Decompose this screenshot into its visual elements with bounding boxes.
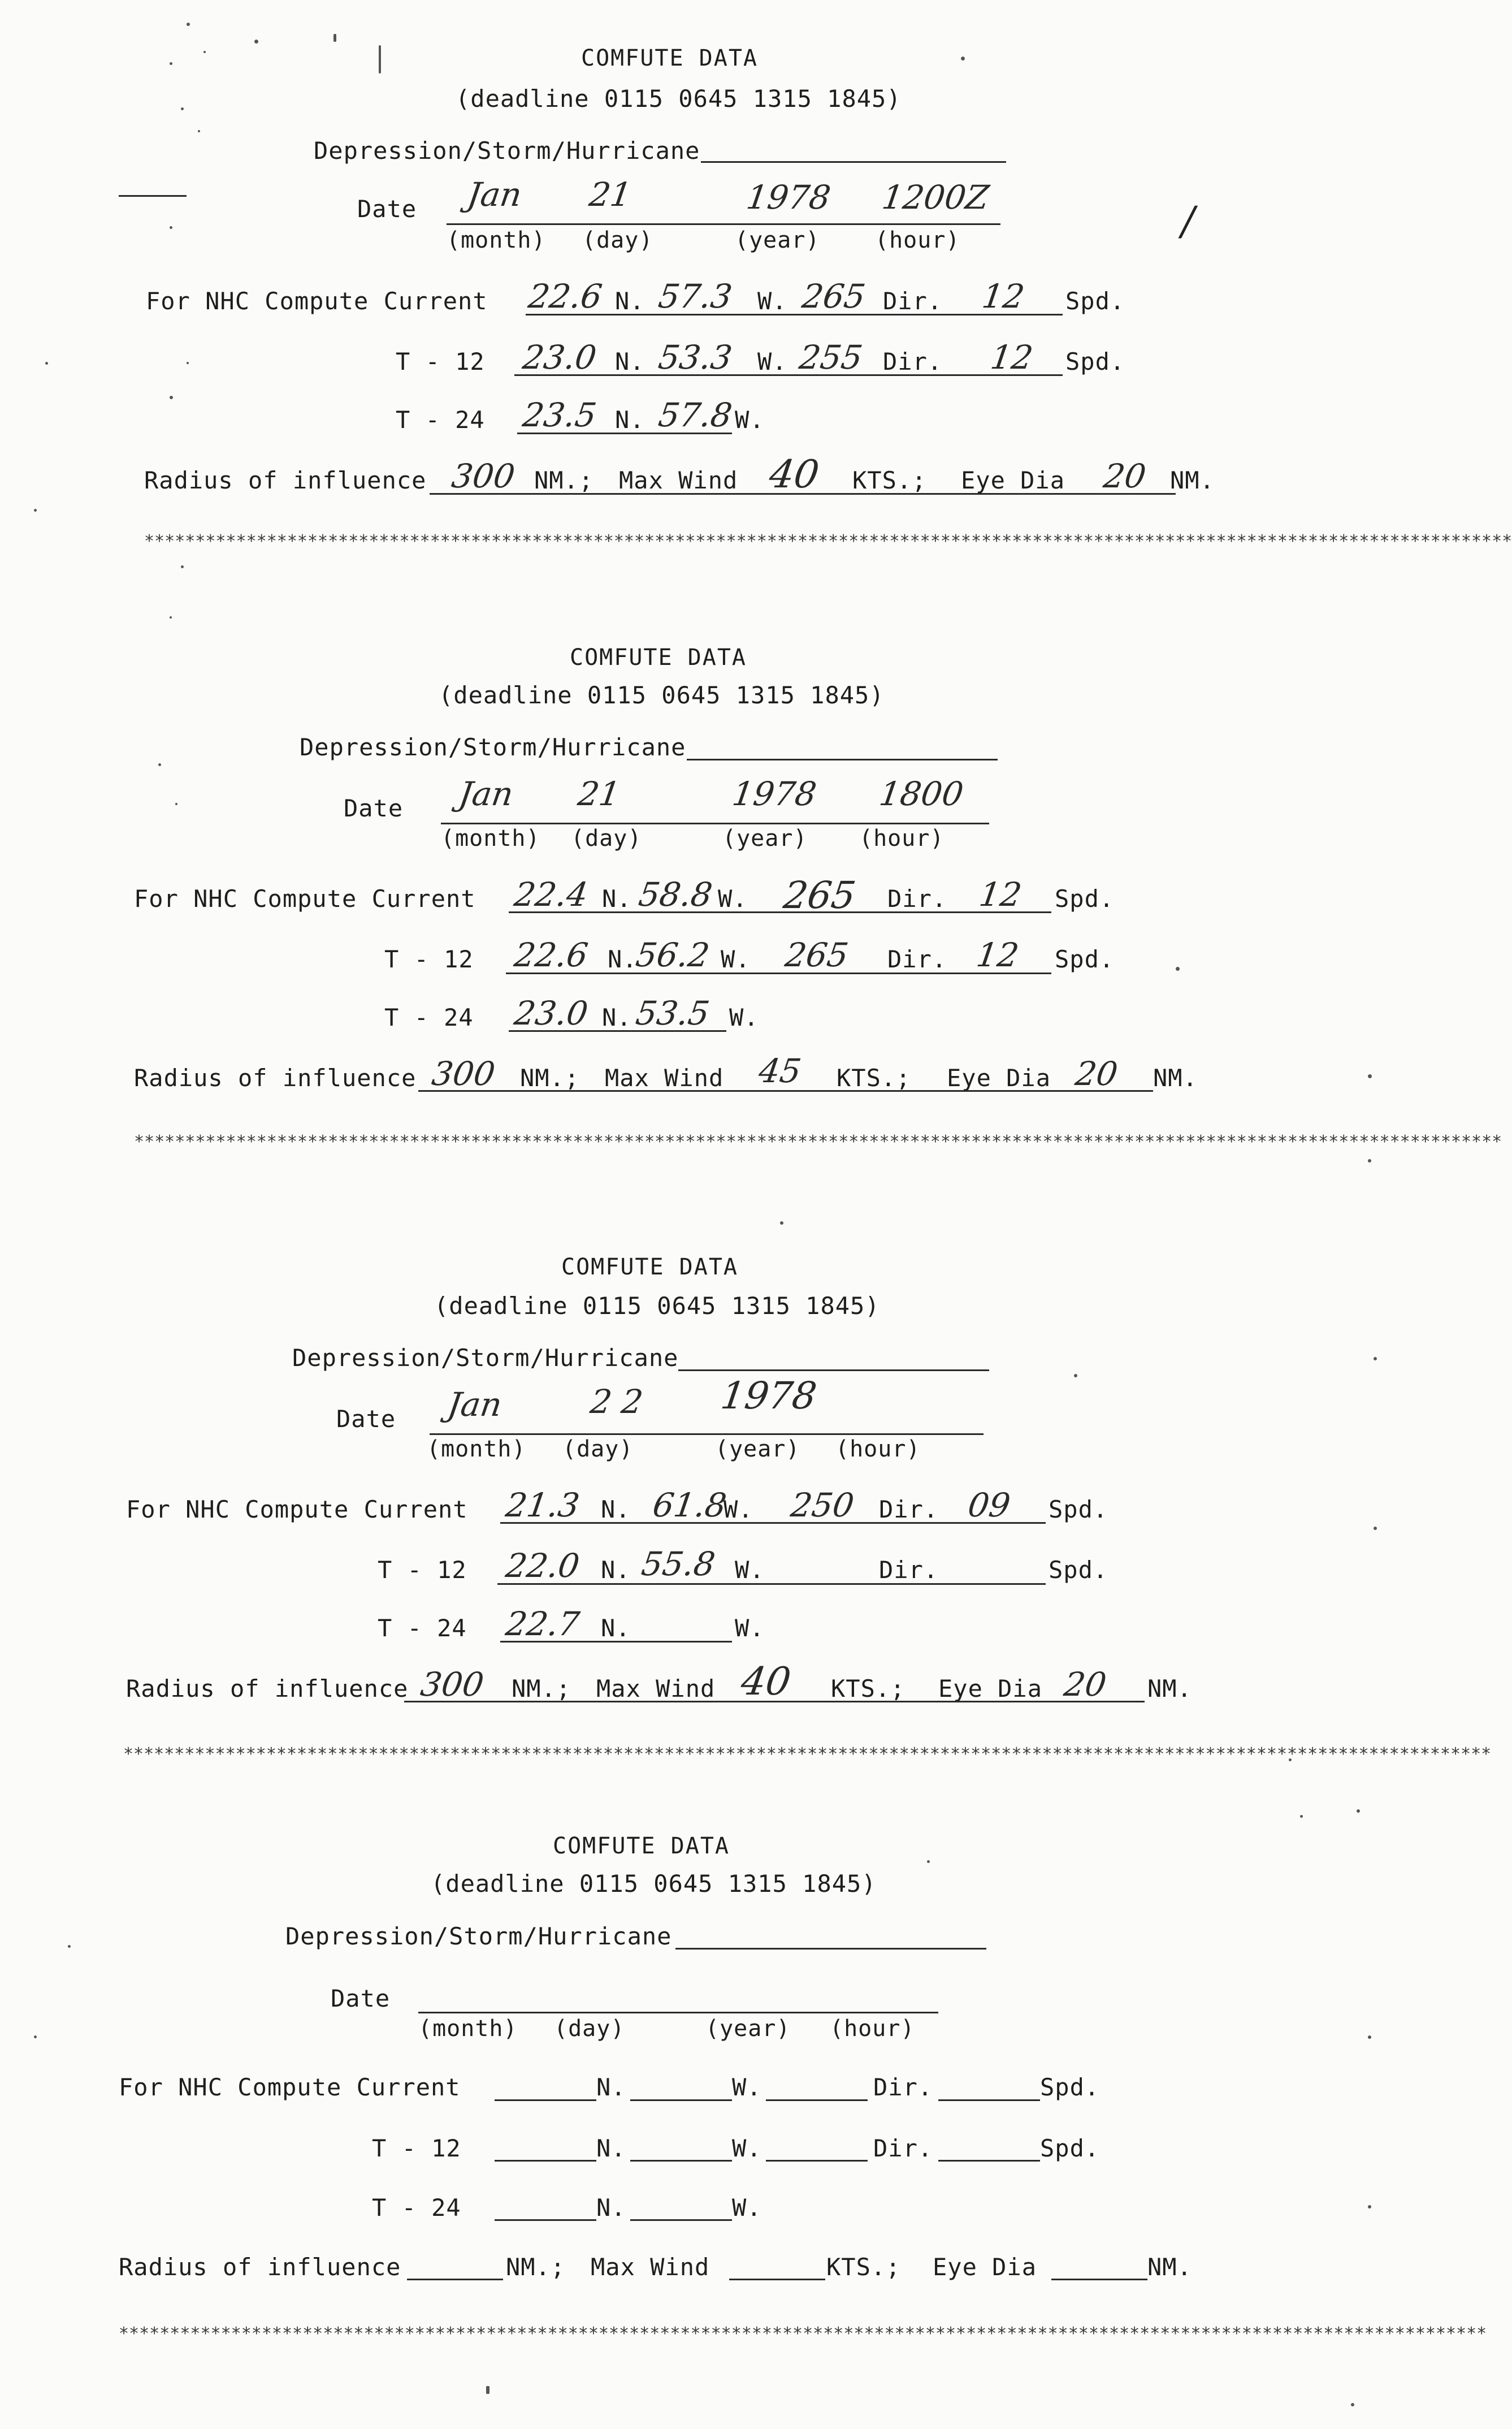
t24-field-line — [517, 433, 732, 434]
hour-caption: (hour) — [830, 2016, 915, 2042]
current-field-line — [500, 1522, 1046, 1524]
current-spd[interactable]: 12 — [980, 277, 1027, 315]
current-label: For NHC Compute Current — [126, 1496, 468, 1523]
kts-label: KTS.; — [837, 1064, 911, 1092]
current-lat[interactable]: 22.6 — [526, 277, 605, 315]
spd-label: Spd. — [1040, 2073, 1100, 2101]
current-lon[interactable]: 58.8 — [636, 875, 715, 914]
t12-lat-field[interactable] — [495, 2160, 596, 2162]
radius-label: Radius of influence — [126, 1675, 409, 1702]
t12-spd[interactable]: 12 — [974, 936, 1021, 974]
t24-lat[interactable]: 22.7 — [503, 1605, 582, 1643]
w-label: W. — [757, 348, 787, 375]
month-caption: (month) — [418, 2016, 518, 2042]
max-wind-label: Max Wind — [619, 466, 738, 494]
n-label: N. — [608, 945, 638, 973]
date-label: Date — [331, 1985, 391, 2012]
storm-type-label: Depression/Storm/Hurricane — [292, 1344, 679, 1372]
day-value[interactable]: 22 — [588, 1382, 656, 1421]
current-lat[interactable]: 21.3 — [503, 1486, 582, 1524]
month-value[interactable]: Jan — [465, 175, 525, 214]
date-field-line — [430, 1433, 984, 1435]
max-wind-field[interactable] — [729, 2279, 825, 2280]
n-label: N. — [602, 1004, 632, 1031]
n-label: N. — [596, 2073, 626, 2101]
t12-label: T - 12 — [384, 945, 474, 973]
radius-label: Radius of influence — [119, 2253, 401, 2281]
current-field-line — [526, 314, 1063, 315]
eye-dia-label: Eye Dia — [961, 466, 1065, 494]
date-label: Date — [344, 794, 404, 822]
margin-check-mark: / — [1181, 198, 1195, 244]
n-label: N. — [601, 1496, 631, 1523]
t12-field-line — [514, 374, 1063, 376]
storm-type-field[interactable] — [687, 759, 998, 760]
eye-dia-field[interactable] — [1051, 2279, 1147, 2280]
t12-field-line — [497, 1583, 1046, 1585]
form-title: COMFUTE DATA — [570, 645, 747, 671]
form-title: COMFUTE DATA — [581, 45, 758, 71]
hour-caption: (hour) — [859, 825, 945, 852]
t24-field-line — [500, 1641, 732, 1643]
t12-label: T - 12 — [378, 1556, 467, 1584]
day-value[interactable]: 21 — [575, 775, 623, 813]
form-title: COMFUTE DATA — [553, 1833, 730, 1859]
nm-label: NM.; — [520, 1064, 580, 1092]
t24-lat[interactable]: 23.5 — [520, 396, 599, 434]
n-label: N. — [615, 287, 645, 315]
eye-dia-value[interactable]: 20 — [1101, 457, 1149, 495]
month-value[interactable]: Jan — [456, 775, 516, 813]
storm-type-field[interactable] — [701, 161, 1006, 163]
t12-field-line — [506, 973, 1051, 974]
nm-label: NM. — [1170, 466, 1215, 494]
w-label: W. — [732, 2194, 762, 2221]
dir-label: Dir. — [879, 1556, 939, 1584]
year-caption: (year) — [705, 2016, 791, 2042]
w-label: W. — [732, 2134, 762, 2162]
storm-type-label: Depression/Storm/Hurricane — [300, 733, 686, 761]
w-label: W. — [729, 1004, 759, 1031]
radius-label: Radius of influence — [134, 1064, 417, 1092]
storm-type-label: Depression/Storm/Hurricane — [285, 1922, 672, 1950]
t12-dir[interactable]: 265 — [782, 936, 851, 974]
t24-label: T - 24 — [372, 2194, 461, 2221]
n-label: N. — [602, 885, 632, 913]
day-caption: (day) — [582, 227, 653, 253]
t12-dir-field[interactable] — [766, 2160, 868, 2162]
t12-label: T - 12 — [372, 2134, 461, 2162]
n-label: N. — [596, 2194, 626, 2221]
max-wind-value[interactable]: 45 — [756, 1052, 804, 1090]
spd-label: Spd. — [1055, 945, 1115, 973]
nm-label: NM. — [1147, 2253, 1192, 2281]
dir-label: Dir. — [873, 2073, 933, 2101]
month-caption: (month) — [427, 1436, 526, 1462]
t24-lon[interactable]: 53.5 — [633, 994, 712, 1032]
nm-label: NM.; — [506, 2253, 566, 2281]
dir-label: Dir. — [873, 2134, 933, 2162]
w-label: W. — [735, 1614, 765, 1642]
eye-dia-label: Eye Dia — [947, 1064, 1051, 1092]
year-caption: (year) — [715, 1436, 800, 1462]
date-field-line — [441, 823, 989, 824]
current-dir[interactable]: 265 — [781, 874, 859, 917]
current-lat-field[interactable] — [495, 2099, 596, 2101]
current-spd[interactable]: 12 — [977, 875, 1024, 914]
t24-lon[interactable]: 57.8 — [656, 396, 735, 434]
n-label: N. — [601, 1614, 631, 1642]
nm-label: NM.; — [512, 1675, 571, 1702]
t24-label: T - 24 — [396, 406, 485, 434]
t24-lat-field[interactable] — [495, 2219, 596, 2221]
date-label: Date — [336, 1405, 396, 1433]
hour-caption: (hour) — [835, 1436, 921, 1462]
radius-label: Radius of influence — [144, 466, 427, 494]
radius-field-line — [418, 1090, 1153, 1092]
t12-lon[interactable]: 55.8 — [639, 1545, 718, 1583]
separator-stars: ************************************************************************************************************************************** — [134, 1132, 1502, 1152]
max-wind-label: Max Wind — [605, 1064, 724, 1092]
t12-lat[interactable]: 22.6 — [512, 936, 591, 974]
separator-stars: ************************************************************************************************************************************** — [119, 2324, 1487, 2344]
t24-field-line — [509, 1030, 726, 1032]
w-label: W. — [721, 945, 751, 973]
dir-label: Dir. — [887, 945, 947, 973]
spd-label: Spd. — [1065, 348, 1125, 375]
w-label: W. — [718, 885, 748, 913]
t12-lon[interactable]: 56.2 — [633, 936, 712, 974]
t12-spd-field[interactable] — [938, 2160, 1040, 2162]
eye-dia-label: Eye Dia — [933, 2253, 1037, 2281]
dir-label: Dir. — [883, 348, 943, 375]
t12-lon-field[interactable] — [630, 2160, 732, 2162]
current-dir[interactable]: 265 — [799, 277, 868, 315]
deadline-line: (deadline 0115 0645 1315 1845) — [434, 1292, 880, 1320]
w-label: W. — [757, 287, 787, 315]
max-wind-value[interactable]: 40 — [738, 1659, 794, 1704]
current-dir-field[interactable] — [766, 2099, 868, 2101]
spd-label: Spd. — [1040, 2134, 1100, 2162]
compute-data-form-2 — [0, 599, 1502, 1204]
form-title: COMFUTE DATA — [561, 1254, 738, 1280]
dir-label: Dir. — [887, 885, 947, 913]
n-label: N. — [601, 1556, 631, 1584]
current-dir[interactable]: 250 — [788, 1486, 857, 1524]
day-value[interactable]: 21 — [587, 175, 634, 214]
month-value[interactable]: Jan — [445, 1385, 505, 1424]
spd-label: Spd. — [1049, 1496, 1108, 1523]
t24-label: T - 24 — [384, 1004, 474, 1031]
nm-label: NM.; — [534, 466, 594, 494]
radius-field[interactable] — [407, 2279, 503, 2280]
current-spd-field[interactable] — [938, 2099, 1040, 2101]
w-label: W. — [735, 1556, 765, 1584]
eye-dia-value[interactable]: 20 — [1073, 1054, 1120, 1093]
t12-lat[interactable]: 22.0 — [503, 1546, 582, 1585]
deadline-line: (deadline 0115 0645 1315 1845) — [456, 85, 902, 113]
kts-label: KTS.; — [852, 466, 927, 494]
hour-value[interactable]: 1200Z — [880, 178, 991, 217]
max-wind-value[interactable]: 40 — [766, 452, 822, 497]
t12-label: T - 12 — [396, 348, 485, 375]
current-lon[interactable]: 61.8 — [650, 1486, 729, 1524]
day-caption: (day) — [571, 825, 642, 852]
radius-value[interactable]: 300 — [418, 1665, 487, 1704]
t12-spd[interactable]: 12 — [988, 338, 1036, 377]
n-label: N. — [596, 2134, 626, 2162]
w-label: W. — [735, 406, 765, 434]
compute-data-form-3 — [0, 1210, 1492, 1815]
n-label: N. — [615, 406, 645, 434]
eye-dia-value[interactable]: 20 — [1062, 1665, 1109, 1704]
deadline-line: (deadline 0115 0645 1315 1845) — [431, 1870, 877, 1898]
kts-label: KTS.; — [831, 1675, 906, 1702]
radius-field-line — [404, 1701, 1145, 1702]
spd-label: Spd. — [1065, 287, 1125, 315]
n-label: N. — [615, 348, 645, 375]
t24-label: T - 24 — [378, 1614, 467, 1642]
t12-dir[interactable]: 255 — [796, 338, 865, 377]
storm-type-field[interactable] — [675, 1948, 986, 1950]
dir-label: Dir. — [883, 287, 943, 315]
eye-dia-label: Eye Dia — [938, 1675, 1043, 1702]
month-caption: (month) — [441, 825, 540, 852]
month-caption: (month) — [447, 227, 546, 253]
t24-lon-field[interactable] — [630, 2219, 732, 2221]
current-field-line — [509, 911, 1051, 913]
t24-lat[interactable]: 23.0 — [512, 994, 591, 1032]
current-lat[interactable]: 22.4 — [512, 875, 591, 914]
current-spd[interactable]: 09 — [965, 1486, 1013, 1524]
kts-label: KTS.; — [826, 2253, 901, 2281]
compute-data-form-1 — [0, 0, 1512, 605]
nm-label: NM. — [1147, 1675, 1192, 1702]
year-value[interactable]: 1978 — [718, 1374, 820, 1417]
radius-field-line — [430, 493, 1176, 495]
hour-value[interactable]: 1800 — [877, 775, 966, 813]
spd-label: Spd. — [1055, 885, 1115, 913]
current-label: For NHC Compute Current — [134, 885, 476, 913]
day-caption: (day) — [562, 1436, 634, 1462]
hour-caption: (hour) — [875, 227, 960, 253]
separator-stars: ************************************************************************************************************************************** — [123, 1744, 1492, 1764]
separator-stars: ************************************************************************************************************************************** — [144, 531, 1512, 551]
date-field-line[interactable] — [418, 2012, 938, 2013]
year-value[interactable]: 1978 — [730, 775, 819, 813]
storm-type-label: Depression/Storm/Hurricane — [314, 137, 700, 165]
t12-lon[interactable]: 53.3 — [656, 338, 735, 377]
current-label: For NHC Compute Current — [146, 287, 488, 315]
t12-lat[interactable]: 23.0 — [520, 338, 599, 377]
compute-data-form-4 — [0, 1821, 1487, 2426]
date-field-line — [447, 223, 1000, 225]
max-wind-label: Max Wind — [591, 2253, 710, 2281]
current-label: For NHC Compute Current — [119, 2073, 461, 2101]
day-caption: (day) — [554, 2016, 625, 2042]
spd-label: Spd. — [1049, 1556, 1108, 1584]
year-value[interactable]: 1978 — [744, 178, 833, 217]
nm-label: NM. — [1153, 1064, 1198, 1092]
current-lon-field[interactable] — [630, 2099, 732, 2101]
w-label: W. — [723, 1496, 753, 1523]
date-label: Date — [357, 195, 417, 223]
dir-label: Dir. — [879, 1496, 939, 1523]
radius-value[interactable]: 300 — [449, 457, 518, 495]
year-caption: (year) — [735, 227, 820, 253]
max-wind-label: Max Wind — [596, 1675, 716, 1702]
current-lon[interactable]: 57.3 — [656, 277, 735, 315]
deadline-line: (deadline 0115 0645 1315 1845) — [439, 681, 885, 709]
year-caption: (year) — [722, 825, 808, 852]
storm-type-field[interactable] — [678, 1369, 989, 1371]
radius-value[interactable]: 300 — [429, 1054, 498, 1093]
w-label: W. — [732, 2073, 762, 2101]
